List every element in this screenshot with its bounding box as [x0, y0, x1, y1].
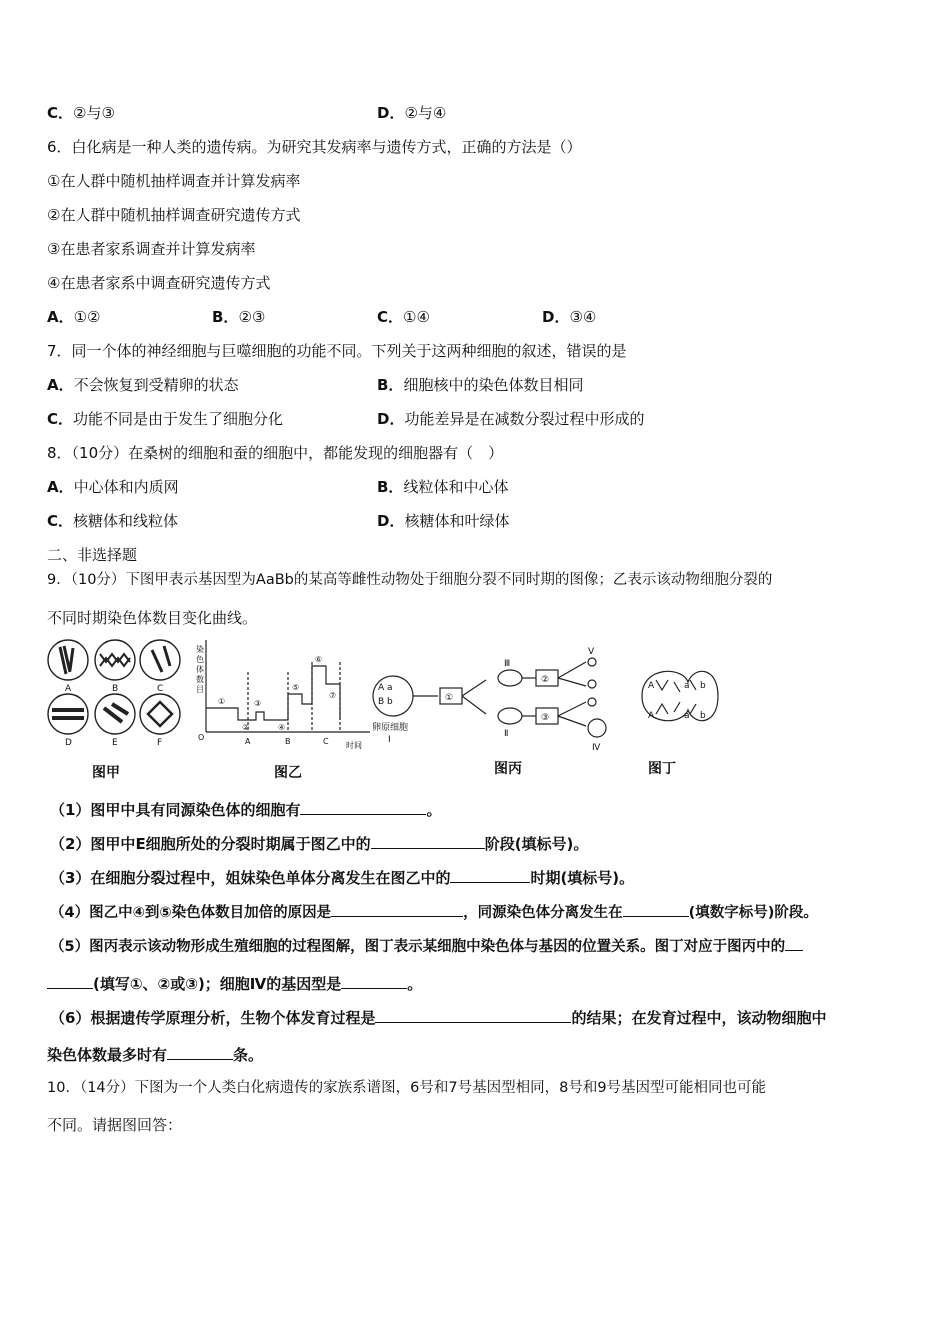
step-label: ③ [541, 713, 550, 723]
stage-label: ② [242, 723, 250, 732]
answer-blank[interactable] [300, 799, 426, 815]
cell-num: Ⅳ [592, 743, 601, 753]
sub-text: （2）图甲中E细胞所处的分裂时期属于图乙中的 [50, 835, 371, 853]
y-axis-char: 染 [196, 645, 204, 654]
gene-label: a [684, 681, 690, 691]
cell-label: D [65, 738, 72, 748]
q8-option-d [377, 511, 509, 531]
option-letter: C． [47, 410, 74, 428]
stage-label: ① [218, 697, 226, 706]
option-text: 不会恢复到受精卵的状态 [73, 376, 239, 394]
gene-label: b [700, 711, 706, 721]
q8-option-a [47, 477, 179, 497]
cell-label: C [157, 684, 164, 694]
answer-blank[interactable] [331, 901, 463, 917]
step-label: ② [541, 675, 550, 685]
sub-text: （4）图乙中④到⑤染色体数目加倍的原因是 [50, 905, 332, 921]
answer-blank[interactable] [47, 973, 93, 989]
q5-option-d [377, 103, 446, 123]
q6-option-a [47, 307, 101, 327]
option-letter: D． [377, 512, 405, 530]
cell-num: Ⅲ [504, 659, 511, 669]
q6-stem: 6．白化病是一种人类的遗传病。为研究其发病率与遗传方式，正确的方法是（） [47, 138, 582, 156]
caption-ding: 图丁 [648, 761, 676, 777]
sub-text: 条。 [233, 1046, 264, 1064]
option-letter: A． [47, 478, 74, 496]
section-heading: 二、非选择题 [47, 546, 138, 564]
q7-option-d [377, 409, 644, 429]
q8-stem: 8．（10分）在桑树的细胞和蚕的细胞中，都能发现的细胞器有（ ） [47, 444, 504, 462]
figure-yi [206, 640, 370, 732]
sub-text: ，同源染色体分离发生在 [463, 905, 623, 921]
figure-yi-labels [196, 644, 362, 750]
answer-blank[interactable] [785, 935, 803, 951]
q5-option-c [47, 103, 115, 123]
sub-text: 。 [426, 801, 442, 819]
q10-stem-line2: 不同。请据图回答： [47, 1116, 183, 1134]
q9-stem-line2: 不同时期染色体数目变化曲线。 [47, 609, 258, 627]
phase-label: C [323, 737, 329, 746]
y-axis-char: 色 [196, 655, 204, 664]
phase-label: A [245, 737, 251, 746]
caption-jia: 图甲 [92, 765, 120, 781]
q9-sub-6-line1 [50, 1007, 826, 1028]
step-label: ① [445, 693, 454, 703]
answer-blank[interactable] [375, 1007, 571, 1023]
start-label: 卵原细胞 [372, 723, 409, 733]
gene-label: A [648, 711, 655, 721]
option-text: 核糖体和线粒体 [73, 512, 179, 530]
option-letter: B． [377, 376, 404, 394]
option-text: 线粒体和中心体 [403, 478, 509, 496]
start-num: Ⅰ [388, 735, 391, 745]
sub-text: （1）图甲中具有同源染色体的细胞有 [50, 801, 301, 819]
cell-num: Ⅱ [504, 729, 509, 739]
q6-item-1: ①在人群中随机抽样调查并计算发病率 [47, 172, 301, 190]
option-text: ①② [73, 308, 101, 326]
q10-stem-line1: 10．（14分）下图为一个人类白化病遗传的家族系谱图，6号和7号基因型相同，8号和9号基因型可能相同也可能 [47, 1080, 767, 1096]
cell-label: A [65, 684, 72, 694]
caption-bing: 图丙 [494, 761, 522, 777]
cell-label: E [112, 738, 118, 748]
option-letter: C． [47, 512, 74, 530]
cell-label: F [157, 738, 163, 748]
q8-option-b [377, 477, 508, 497]
answer-blank[interactable] [371, 833, 485, 849]
q8-option-c [47, 511, 178, 531]
q7-option-a [47, 375, 239, 395]
q6-item-3: ③在患者家系调查并计算发病率 [47, 240, 256, 258]
q9-sub-5-line1 [50, 935, 803, 957]
genes-top: A a [378, 683, 393, 693]
option-letter: D． [542, 308, 570, 326]
answer-blank[interactable] [450, 867, 530, 883]
gene-label: b [700, 681, 706, 691]
sub-text: （3）在细胞分裂过程中，姐妹染色单体分离发生在图乙中的 [50, 869, 451, 887]
option-text: ②③ [238, 308, 266, 326]
q7-option-c [47, 409, 283, 429]
stage-label: ⑤ [292, 683, 300, 692]
q9-sub-6-line2 [47, 1044, 263, 1065]
option-text: 功能差异是在减数分裂过程中形成的 [404, 410, 645, 428]
q7-option-b [377, 375, 583, 395]
genes-bottom: B b [378, 697, 393, 707]
option-text: 中心体和内质网 [73, 478, 179, 496]
origin-label: O [198, 733, 205, 742]
cell-label: B [112, 684, 119, 694]
phase-label: B [285, 737, 291, 746]
sub-text: (填数字标号)阶段。 [688, 905, 818, 921]
q6-option-b [212, 307, 265, 327]
sub-text: （5）图丙表示该动物形成生殖细胞的过程图解，图丁表示某细胞中染色体与基因的位置关系。图丁对应于图丙中的 [50, 939, 786, 955]
caption-yi: 图乙 [274, 765, 302, 781]
sub-text: 。 [407, 975, 423, 993]
option-letter: A． [47, 376, 74, 394]
y-axis-char: 体 [196, 665, 204, 674]
sub-text: 的结果；在发育过程中，该动物细胞中 [571, 1009, 827, 1027]
q9-sub-4 [50, 901, 818, 923]
sub-text: 阶段(填标号)。 [484, 835, 589, 853]
stage-label: ⑦ [329, 691, 337, 700]
option-letter: B． [212, 308, 239, 326]
answer-blank[interactable] [341, 973, 407, 989]
q6-option-c [377, 307, 430, 327]
option-text: ①④ [403, 308, 430, 326]
option-letter: B． [377, 478, 404, 496]
option-letter: C． [47, 104, 74, 122]
sub-text: （6）根据遗传学原理分析，生物个体发育过程是 [50, 1009, 376, 1027]
sub-text: 时期(填标号)。 [530, 869, 635, 887]
sub-text: (填写①、②或③)；细胞Ⅳ的基因型是 [93, 975, 342, 993]
figure-bing-labels [372, 647, 601, 753]
cell-num: Ⅴ [588, 647, 595, 657]
q9-figure [40, 632, 730, 762]
q9-sub-1 [50, 799, 441, 820]
option-text: ②与③ [73, 104, 115, 122]
stage-label: ④ [278, 723, 286, 732]
gene-label: a [684, 711, 690, 721]
q6-option-d [542, 307, 596, 327]
option-text: 功能不同是由于发生了细胞分化 [73, 410, 284, 428]
option-letter: C． [377, 308, 404, 326]
q6-item-4: ④在患者家系中调查研究遗传方式 [47, 274, 271, 292]
q9-stem-line1: 9．（10分）下图甲表示基因型为AaBb的某高等雌性动物处于细胞分裂不同时期的图像；乙表示该动物细胞分裂的 [47, 572, 773, 588]
option-letter: D． [377, 104, 405, 122]
option-letter: A． [47, 308, 74, 326]
option-letter: D． [377, 410, 405, 428]
option-text: ③④ [569, 308, 597, 326]
answer-blank[interactable] [623, 901, 689, 917]
q9-sub-2 [50, 833, 588, 854]
y-axis-char: 目 [196, 685, 204, 694]
option-text: 核糖体和叶绿体 [404, 512, 510, 530]
y-axis-char: 数 [196, 675, 204, 684]
q9-sub-3 [50, 867, 634, 888]
q7-stem: 7．同一个体的神经细胞与巨噬细胞的功能不同。下列关于这两种细胞的叙述，错误的是 [47, 342, 627, 360]
option-text: 细胞核中的染色体数目相同 [403, 376, 584, 394]
stage-label: ③ [254, 699, 262, 708]
q9-sub-5-line2 [47, 973, 422, 994]
gene-label: A [648, 681, 655, 691]
option-text: ②与④ [404, 104, 447, 122]
q6-item-2: ②在人群中随机抽样调查研究遗传方式 [47, 206, 301, 224]
x-axis-label: 时间 [346, 741, 362, 750]
answer-blank[interactable] [167, 1044, 233, 1060]
sub-text: 染色体数最多时有 [47, 1046, 168, 1064]
stage-label: ⑥ [315, 655, 323, 664]
